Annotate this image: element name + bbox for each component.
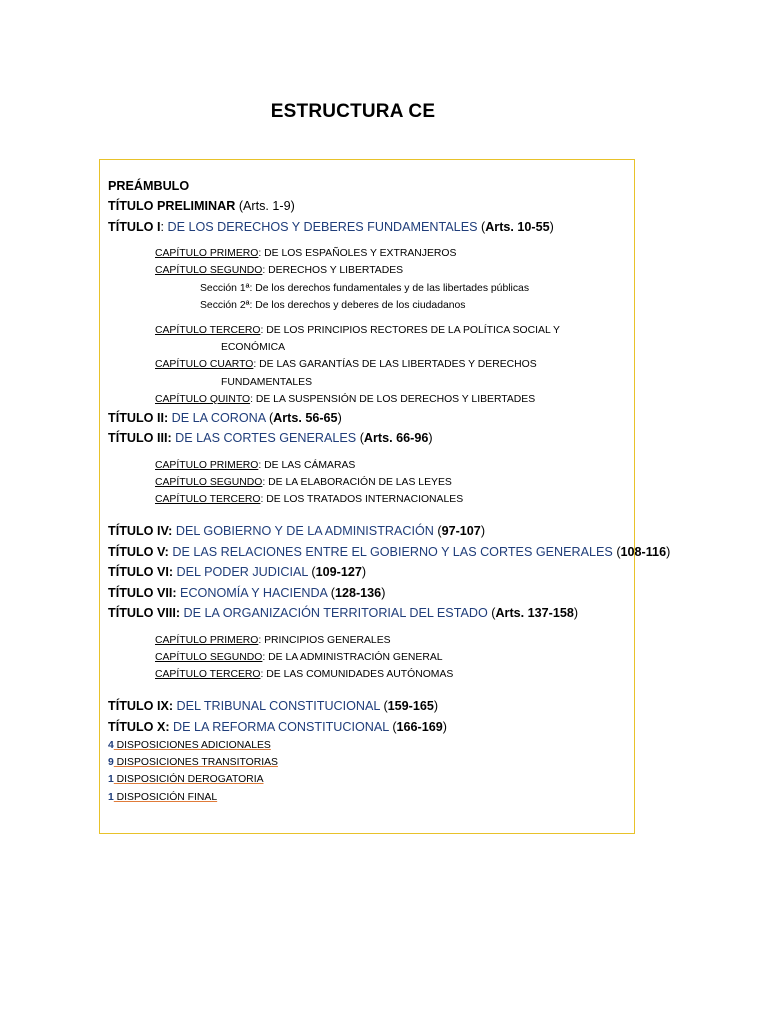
capitulo-item: CAPÍTULO TERCERO: DE LOS PRINCIPIOS RECTORES DE LA POLÍTICA SOCIAL Y ECONÓMICA (155, 325, 560, 354)
titulo-name: DE LAS RELACIONES ENTRE EL GOBIERNO Y LAS CORTES GENERALES (168, 544, 613, 559)
disposicion-item: 1 DISPOSICIÓN FINAL (108, 791, 218, 803)
titulo-name: DE LA CORONA (168, 411, 266, 426)
titulo-name: DEL TRIBUNAL CONSTITUCIONAL (173, 699, 380, 714)
titulo-ref: 109-127 (315, 565, 362, 580)
titulo-name: DEL PODER JUDICIAL (173, 565, 308, 580)
titulo-name: ECONOMÍA Y HACIENDA (176, 585, 328, 600)
titulo-1: TÍTULO I: DE LOS DERECHOS Y DEBERES FUNDAMENTALES (Arts. 10-55) (108, 219, 554, 234)
titulo-ref: Arts. 56-65 (273, 411, 338, 426)
titulo-ref: (Arts. 1-9) (238, 199, 295, 214)
titulo-label: TÍTULO VIII: (108, 606, 181, 621)
titulo-name: DEL GOBIERNO Y DE LA ADMINISTRACIÓN (172, 524, 434, 539)
disposicion-item: 1 DISPOSICIÓN DEROGATORIA (108, 774, 264, 786)
titulo-name: DE LAS CORTES GENERALES (171, 431, 357, 446)
capitulo-item: CAPÍTULO SEGUNDO: DERECHOS Y LIBERTADES (155, 265, 404, 277)
titulo-2: TÍTULO II: DE LA CORONA (Arts. 56-65) (108, 411, 342, 426)
titulo-4: TÍTULO IV: DEL GOBIERNO Y DE LA ADMINISTRACIÓN (97-107) (108, 524, 486, 539)
capitulo-item: CAPÍTULO TERCERO: DE LAS COMUNIDADES AUTÓNOMAS (155, 668, 454, 680)
titulo-ref: Arts. 137-158 (495, 606, 574, 621)
seccion-item: Sección 2ª: De los derechos y deberes de los ciudadanos (200, 299, 466, 311)
capitulo-item: CAPÍTULO CUARTO: DE LAS GARANTÍAS DE LAS LIBERTADES Y DERECHOS FUNDAMENTALES (155, 359, 537, 388)
titulo-ref: 166-169 (396, 719, 443, 734)
capitulo-item: CAPÍTULO SEGUNDO: DE LA ELABORACIÓN DE LAS LEYES (155, 477, 452, 489)
titulo-label: TÍTULO IV: (108, 524, 173, 539)
titulo-name: DE LOS DERECHOS Y DEBERES FUNDAMENTALES (163, 219, 478, 234)
titulo-label: TÍTULO II: (108, 411, 169, 426)
titulo-5: TÍTULO V: DE LAS RELACIONES ENTRE EL GOBIERNO Y LAS CORTES GENERALES (108-116) (108, 544, 671, 559)
titulo-10: TÍTULO X: DE LA REFORMA CONSTITUCIONAL (166-169) (108, 719, 447, 734)
disposicion-item: 9 DISPOSICIONES TRANSITORIAS (108, 757, 278, 769)
capitulo-item: CAPÍTULO QUINTO: DE LA SUSPENSIÓN DE LOS DERECHOS Y LIBERTADES (155, 393, 536, 405)
titulo-label: TÍTULO X: (108, 719, 170, 734)
capitulo-item: CAPÍTULO PRIMERO: DE LOS ESPAÑOLES Y EXTRANJEROS (155, 248, 457, 260)
titulo-label: TÍTULO III: (108, 431, 172, 446)
titulo-label: TÍTULO V: (108, 544, 169, 559)
titulo-label: TÍTULO I (108, 219, 161, 234)
capitulo-item: CAPÍTULO TERCERO: DE LOS TRATADOS INTERNACIONALES (155, 494, 464, 506)
titulo-ref: 159-165 (387, 699, 434, 714)
titulo-label: TÍTULO VII: (108, 585, 177, 600)
titulo-ref: Arts. 66-96 (363, 431, 429, 446)
outline-content (108, 176, 671, 806)
seccion-item: Sección 1ª: De los derechos fundamentales y de las libertades públicas (200, 282, 530, 294)
titulo-preliminar (108, 196, 633, 216)
titulo-label: TÍTULO VI: (108, 565, 174, 580)
capitulo-item: CAPÍTULO SEGUNDO: DE LA ADMINISTRACIÓN GENERAL (155, 651, 443, 663)
capitulo-item: CAPÍTULO PRIMERO: DE LAS CÁMARAS (155, 459, 356, 471)
titulo-3: TÍTULO III: DE LAS CORTES GENERALES (Arts. 66-96) (108, 431, 433, 446)
titulo-ref: 128-136 (334, 585, 382, 600)
document-title: ESTRUCTURA CE (270, 101, 436, 122)
titulo-6: TÍTULO VI: DEL PODER JUDICIAL (109-127) (108, 565, 367, 580)
titulo-name: DE LA ORGANIZACIÓN TERRITORIAL DEL ESTADO (180, 606, 488, 621)
titulo-7: TÍTULO VII: ECONOMÍA Y HACIENDA (128-136) (108, 585, 386, 600)
titulo-ref: 108-116 (620, 544, 667, 559)
titulo-9: TÍTULO IX: DEL TRIBUNAL CONSTITUCIONAL (159-165) (108, 699, 439, 714)
titulo-label: TÍTULO PRELIMINAR (108, 199, 236, 214)
titulo-ref: 97-107 (441, 524, 481, 539)
preambulo-heading: PREÁMBULO (108, 179, 190, 193)
titulo-name: DE LA REFORMA CONSTITUCIONAL (169, 719, 389, 734)
disposicion-item: 4 DISPOSICIONES ADICIONALES (108, 739, 271, 751)
titulo-8: TÍTULO VIII: DE LA ORGANIZACIÓN TERRITORIAL DEL ESTADO (Arts. 137-158) (108, 606, 579, 621)
titulo-label: TÍTULO IX: (108, 699, 174, 714)
capitulo-item: CAPÍTULO PRIMERO: PRINCIPIOS GENERALES (155, 634, 391, 646)
titulo-ref: Arts. 10-55 (485, 219, 550, 234)
